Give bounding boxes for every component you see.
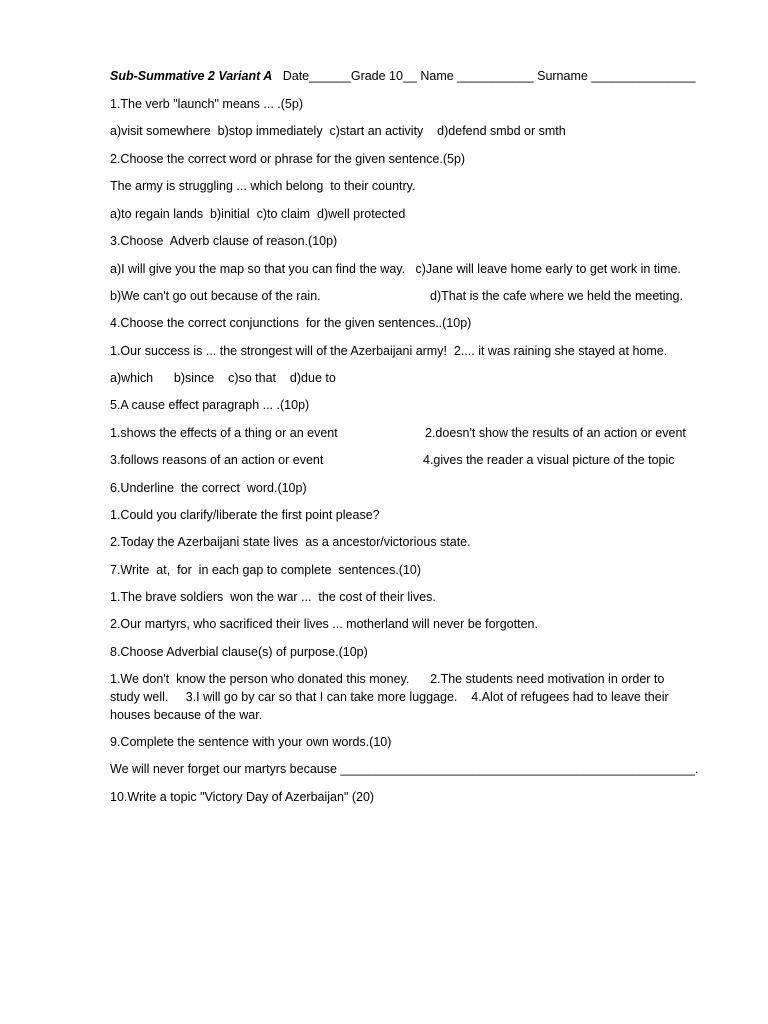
question-4-sentences: 1.Our success is ... the strongest will of the Azerbaijani army! 2.... it was raining she stayed at home. xyxy=(110,344,668,358)
question-2-options: a)to regain lands b)initial c)to claim d)well protected xyxy=(110,207,406,221)
question-4-options: a)which b)since c)so that d)due to xyxy=(110,371,336,385)
question-6-item-2: 2.Today the Azerbaijani state lives as a ancestor/victorious state. xyxy=(110,535,471,549)
question-7: 7.Write at, for in each gap to complete sentences.(10) xyxy=(110,563,422,577)
question-1-options: a)visit somewhere b)stop immediately c)start an activity d)defend smbd or smth xyxy=(110,124,566,138)
question-3-options-ac: a)I will give you the map so that you can find the way. c)Jane will leave home early to get work in time. xyxy=(110,262,681,276)
question-6: 6.Underline the correct word.(10p) xyxy=(110,481,307,495)
question-10: 10.Write a topic "Victory Day of Azerbaijan" (20) xyxy=(110,790,375,804)
question-5-option-2: 2.doesn't show the results of an action or event xyxy=(425,426,686,440)
question-4: 4.Choose the correct conjunctions for the given sentences..(10p) xyxy=(110,316,472,330)
question-3-option-d: d)That is the cafe where we held the meeting. xyxy=(430,289,683,303)
header-fields: Date______Grade 10__ Name ___________ Surname _______________ xyxy=(272,69,696,83)
question-6-item-1: 1.Could you clarify/liberate the first point please? xyxy=(110,508,380,522)
question-8-line-3: houses because of the war. xyxy=(110,708,263,722)
question-2-sentence: The army is struggling ... which belong to their country. xyxy=(110,179,416,193)
question-9: 9.Complete the sentence with your own words.(10) xyxy=(110,735,392,749)
question-3-option-b: b)We can't go out because of the rain. xyxy=(110,289,321,303)
question-8-line-2: study well. 3.I will go by car so that I can take more luggage. 4.Alot of refugees had to leave their xyxy=(110,690,669,704)
question-5-option-1: 1.shows the effects of a thing or an event xyxy=(110,426,338,440)
question-2: 2.Choose the correct word or phrase for the given sentence.(5p) xyxy=(110,152,466,166)
worksheet-title: Sub-Summative 2 Variant A xyxy=(110,69,273,83)
question-3: 3.Choose Adverb clause of reason.(10p) xyxy=(110,234,338,248)
question-9-sentence: We will never forget our martyrs because ___________________________________________________. xyxy=(110,762,699,776)
question-8: 8.Choose Adverbial clause(s) of purpose.(10p) xyxy=(110,645,368,659)
question-7-item-2: 2.Our martyrs, who sacrificed their lives ... motherland will never be forgotten. xyxy=(110,617,538,631)
question-1: 1.The verb "launch" means ... .(5p) xyxy=(110,97,303,111)
header-line xyxy=(110,68,696,84)
question-5: 5.A cause effect paragraph ... .(10p) xyxy=(110,398,310,412)
question-8-line-1: 1.We don't know the person who donated this money. 2.The students need motivation in order to xyxy=(110,672,665,686)
question-5-option-3: 3.follows reasons of an action or event xyxy=(110,453,324,467)
question-7-item-1: 1.The brave soldiers won the war ... the cost of their lives. xyxy=(110,590,436,604)
question-5-option-4: 4.gives the reader a visual picture of the topic xyxy=(423,453,675,467)
